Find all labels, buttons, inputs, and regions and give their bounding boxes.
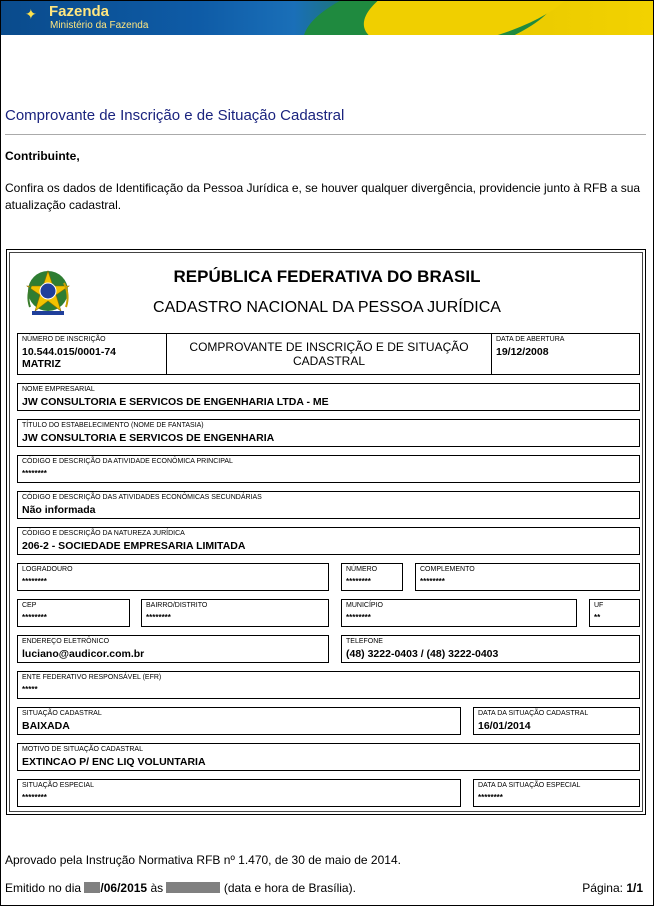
field-value: *****	[22, 685, 38, 694]
certificate	[6, 249, 646, 815]
page-value: 1/1	[626, 881, 643, 895]
field-label: LOGRADOURO	[22, 566, 73, 573]
page-label: Página:	[582, 881, 623, 895]
field-label: MOTIVO DE SITUAÇÃO CADASTRAL	[22, 746, 143, 753]
field-value: luciano@audicor.com.br	[22, 648, 145, 660]
field-value: JW CONSULTORIA E SERVICOS DE ENGENHARIA LTDA - ME	[22, 396, 329, 408]
ministry-full-name: Ministério da Fazenda	[50, 20, 149, 31]
field-label: DATA DA SITUAÇÃO CADASTRAL	[478, 710, 589, 717]
field-value: ********	[346, 577, 371, 586]
field-value: BAIXADA	[22, 720, 70, 732]
field-label: CÓDIGO E DESCRIÇÃO DA NATUREZA JURÍDICA	[22, 530, 185, 537]
field-value: EXTINCAO P/ ENC LIQ VOLUNTARIA	[22, 756, 206, 768]
field-label: COMPLEMENTO	[420, 566, 475, 573]
page-title: Comprovante de Inscrição e de Situação Cadastral	[5, 107, 345, 124]
field-label: NÚMERO DE INSCRIÇÃO	[22, 336, 106, 343]
field-data-abertura	[491, 333, 640, 375]
field-value: ********	[22, 613, 47, 622]
field-label: CEP	[22, 602, 37, 609]
star-icon: ✦	[25, 6, 37, 22]
field-value: ********	[22, 793, 47, 802]
field-complemento	[415, 563, 640, 591]
field-atividades-secundarias	[17, 491, 640, 519]
field-nome-empresarial	[17, 383, 640, 411]
emission-prefix: Emitido no dia	[5, 881, 82, 895]
field-value: ********	[146, 613, 171, 622]
field-numero-inscricao	[17, 333, 167, 375]
field-label: NÚMERO	[346, 566, 378, 573]
field-uf	[589, 599, 640, 627]
field-atividade-principal	[17, 455, 640, 483]
field-telefone	[341, 635, 640, 663]
approval-note: Aprovado pela Instrução Normativa RFB nº 1.470, de 30 de maio de 2014.	[5, 853, 401, 867]
banner-wave-yellow	[355, 1, 588, 35]
field-value: 206-2 - SOCIEDADE EMPRESARIA LIMITADA	[22, 540, 246, 552]
field-value-secondary: MATRIZ	[22, 358, 61, 370]
field-value: ********	[22, 469, 47, 478]
field-label: ENTE FEDERATIVO RESPONSÁVEL (EFR)	[22, 674, 162, 681]
field-label: ENDEREÇO ELETRÔNICO	[22, 638, 110, 645]
field-label: TELEFONE	[346, 638, 383, 645]
title-divider	[5, 134, 646, 135]
field-cep	[17, 599, 130, 627]
field-label: DATA DE ABERTURA	[496, 336, 565, 343]
field-label: NOME EMPRESARIAL	[22, 386, 95, 393]
field-value: ********	[420, 577, 445, 586]
page-number	[582, 881, 643, 895]
field-value: ********	[346, 613, 371, 622]
field-comprovante-title	[166, 333, 492, 375]
field-titulo-estabelecimento	[17, 419, 640, 447]
field-value: ********	[22, 577, 47, 586]
field-logradouro	[17, 563, 329, 591]
field-efr	[17, 671, 640, 699]
intro-text: Confira os dados de Identificação da Pessoa Jurídica e, se houver qualquer divergência, providencie junto à RFB a sua atualização cadastral.	[5, 181, 641, 212]
field-label: CÓDIGO E DESCRIÇÃO DA ATIVIDADE ECONÔMICA PRINCIPAL	[22, 458, 233, 465]
certificate-heading-republic: REPÚBLICA FEDERATIVA DO BRASIL	[173, 267, 481, 286]
greeting: Contribuinte,	[5, 149, 80, 163]
emission-date: /06/2015	[100, 881, 148, 895]
field-value: 19/12/2008	[496, 346, 549, 358]
field-label: DATA DA SITUAÇÃO ESPECIAL	[478, 782, 581, 789]
field-label: BAIRRO/DISTRITO	[146, 602, 208, 609]
field-bairro	[141, 599, 329, 627]
emission-middle: às	[150, 881, 164, 895]
field-value: JW CONSULTORIA E SERVICOS DE ENGENHARIA	[22, 432, 275, 444]
field-label: TÍTULO DO ESTABELECIMENTO (NOME DE FANTASIA)	[22, 422, 204, 429]
field-label: CÓDIGO E DESCRIÇÃO DAS ATIVIDADES ECONÔMICAS SECUNDÁRIAS	[22, 494, 262, 501]
emission-note	[5, 881, 356, 895]
ministry-banner	[1, 1, 653, 35]
field-label: MUNICÍPIO	[346, 602, 383, 609]
certificate-inner-border	[9, 252, 643, 812]
field-label: SITUAÇÃO ESPECIAL	[22, 782, 94, 789]
field-value: 16/01/2014	[478, 720, 531, 732]
field-situacao-especial	[17, 779, 461, 807]
ministry-short-name: Fazenda	[49, 3, 110, 20]
emission-suffix: (data e hora de Brasília).	[223, 881, 356, 895]
field-situacao-cadastral	[17, 707, 461, 735]
field-value: (48) 3222-0403 / (48) 3222-0403	[346, 648, 499, 660]
field-data-situacao-especial	[473, 779, 640, 807]
redacted-day	[84, 882, 100, 893]
redacted-time	[166, 882, 220, 893]
field-value: **	[594, 613, 601, 622]
field-value: ********	[478, 793, 503, 802]
field-data-situacao	[473, 707, 640, 735]
field-label: SITUAÇÃO CADASTRAL	[22, 710, 102, 717]
field-value: 10.544.015/0001-74	[22, 346, 117, 358]
field-label: UF	[594, 602, 604, 609]
field-value: Não informada	[22, 504, 96, 516]
field-natureza-juridica	[17, 527, 640, 555]
field-email	[17, 635, 329, 663]
field-numero	[341, 563, 403, 591]
field-motivo	[17, 743, 640, 771]
comprovante-title: COMPROVANTE DE INSCRIÇÃO E DE SITUAÇÃO CADASTRAL	[189, 340, 469, 368]
field-municipio	[341, 599, 577, 627]
certificate-heading-cnpj: CADASTRO NACIONAL DA PESSOA JURÍDICA	[153, 299, 501, 316]
